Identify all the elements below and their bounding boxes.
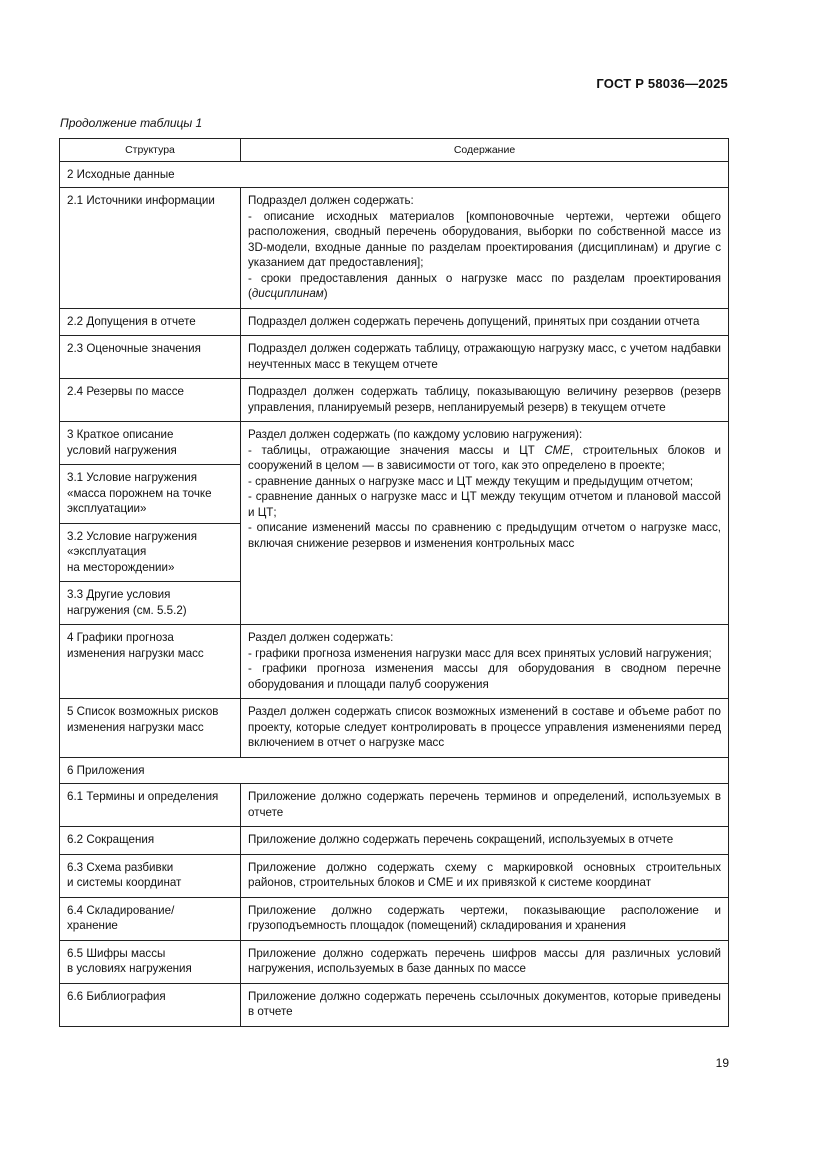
structure-line: 3 Краткое описание bbox=[67, 428, 174, 441]
section-heading-2: 2 Исходные данные bbox=[60, 161, 729, 188]
structure-line: 3.2 Условие нагружения bbox=[67, 529, 198, 543]
content-cell: Раздел должен содержать список возможных изменений в составе и объеме работ по проекту, которые следует контролировать в процессе управления изменениями перед включением в отчет о нагрузке масс bbox=[241, 699, 729, 758]
table-row bbox=[60, 188, 729, 309]
table-row bbox=[60, 757, 729, 784]
structure-line: 6.5 Шифры массы bbox=[67, 946, 166, 960]
requirements-table bbox=[59, 138, 729, 1027]
content-line: - сравнение данных о нагрузке масс и ЦТ между текущим отчетом и плановой массой и ЦТ; bbox=[248, 490, 721, 519]
table-row bbox=[60, 827, 729, 855]
table-row bbox=[60, 161, 729, 188]
content-line: - описание изменений массы по сравнению с предыдущим отчетом о нагрузке масс, включая снижение резервов и изменения контрольных масс bbox=[248, 521, 721, 550]
content-cell: Приложение должно содержать перечень терминов и определений, используемых в отчете bbox=[241, 784, 729, 827]
table-row bbox=[60, 422, 729, 465]
content-line: Подраздел должен содержать: bbox=[248, 194, 414, 207]
structure-cell bbox=[60, 422, 241, 465]
table-row bbox=[60, 983, 729, 1026]
table-row bbox=[60, 336, 729, 379]
content-line: - сравнение данных о нагрузке масс и ЦТ между текущим и предыдущим отчетом; bbox=[248, 474, 694, 488]
structure-cell bbox=[60, 582, 241, 625]
structure-cell bbox=[60, 465, 241, 524]
structure-line: изменения нагрузки масс bbox=[67, 646, 204, 660]
table-row bbox=[60, 625, 729, 699]
structure-cell bbox=[60, 940, 241, 983]
structure-line: 5 Список возможных рисков bbox=[67, 705, 219, 718]
table-header-row bbox=[60, 139, 729, 162]
structure-line: 3.3 Другие условия bbox=[67, 588, 171, 601]
content-line: Раздел должен содержать (по каждому условию нагружения): bbox=[248, 428, 583, 441]
table-row bbox=[60, 699, 729, 758]
content-cell: Приложение должно содержать перечень сокращений, используемых в отчете bbox=[241, 827, 729, 855]
structure-line: хранение bbox=[67, 919, 118, 932]
structure-cell bbox=[60, 897, 241, 940]
content-line: - описание исходных материалов [компоновочные чертежи, чертежи общего расположения, сводный перечень оборудования, выборки по собственной массе из 3D-модели, входные данные по разделам проектирования (дисциплинам) и другие с указанием дат предоставления]; bbox=[248, 209, 721, 269]
table-row bbox=[60, 308, 729, 336]
document-number: ГОСТ Р 58036—2025 bbox=[596, 76, 728, 91]
table-row bbox=[60, 854, 729, 897]
content-cell: Подраздел должен содержать таблицу, показывающую величину резервов (резерв управления, планируемый резерв, непланируемый резерв) в текущем отчете bbox=[241, 379, 729, 422]
content-italic-text: дисциплинам bbox=[251, 287, 324, 300]
structure-line: 3.1 Условие нагружения bbox=[67, 471, 198, 484]
structure-cell: 2.3 Оценочные значения bbox=[60, 336, 241, 379]
structure-cell: 2.4 Резервы по массе bbox=[60, 379, 241, 422]
content-line: Раздел должен содержать: bbox=[248, 631, 394, 644]
content-text: - таблицы, отражающие значения массы и ЦТ bbox=[248, 443, 545, 457]
content-line: - графики прогноза изменения массы для оборудования в сводном перечне оборудования и площади палуб сооружения bbox=[248, 662, 721, 691]
structure-line: 4 Графики прогноза bbox=[67, 631, 174, 644]
table-row bbox=[60, 784, 729, 827]
structure-cell: 6.1 Термины и определения bbox=[60, 784, 241, 827]
structure-line: «эксплуатация bbox=[67, 545, 147, 558]
structure-cell: 6.2 Сокращения bbox=[60, 827, 241, 855]
content-line bbox=[248, 271, 721, 302]
structure-line: нагружения (см. 5.5.2) bbox=[67, 603, 187, 617]
table-caption: Продолжение таблицы 1 bbox=[60, 116, 203, 130]
table-row bbox=[60, 940, 729, 983]
content-cell bbox=[241, 625, 729, 699]
structure-cell: 2.2 Допущения в отчете bbox=[60, 308, 241, 336]
content-text: ) bbox=[323, 287, 328, 300]
table-row bbox=[60, 897, 729, 940]
content-text: - сроки предоставления данных о нагрузке масс по разделам проектирования ( bbox=[248, 271, 721, 300]
content-text: , строительных блоков и сооружений в целом — в зависимости от того, как это определено в проекте; bbox=[248, 443, 721, 472]
content-line bbox=[248, 443, 721, 474]
content-cell: Приложение должно содержать перечень ссылочных документов, которые приведены в отчете bbox=[241, 983, 729, 1026]
structure-line: условий нагружения bbox=[67, 443, 177, 457]
content-cell bbox=[241, 188, 729, 309]
structure-line: 6.3 Схема разбивки bbox=[67, 860, 174, 874]
column-header-content: Содержание bbox=[241, 139, 729, 162]
structure-line: 6.4 Складирование/ bbox=[67, 903, 175, 917]
structure-cell bbox=[60, 625, 241, 699]
structure-line: изменения нагрузки масс bbox=[67, 720, 204, 734]
column-header-structure: Структура bbox=[60, 139, 241, 162]
content-cell: Подраздел должен содержать таблицу, отражающую нагрузку масс, с учетом надбавки неучтенных масс в текущем отчете bbox=[241, 336, 729, 379]
structure-line: эксплуатации» bbox=[67, 502, 147, 515]
structure-line: и системы координат bbox=[67, 876, 182, 889]
requirements-table-wrapper bbox=[59, 138, 728, 1027]
content-cell bbox=[241, 422, 729, 625]
content-cell: Подраздел должен содержать перечень допущений, принятых при создании отчета bbox=[241, 308, 729, 336]
structure-cell bbox=[60, 523, 241, 582]
table-row bbox=[60, 379, 729, 422]
content-cell: Приложение должно содержать схему с маркировкой основных строительных районов, строительных блоков и СМЕ и их привязкой к системе координат bbox=[241, 854, 729, 897]
structure-line: на месторождении» bbox=[67, 560, 175, 574]
structure-line: в условиях нагружения bbox=[67, 962, 192, 975]
content-cell: Приложение должно содержать чертежи, показывающие расположение и грузоподъемность площадок (помещений) складирования и хранения bbox=[241, 897, 729, 940]
structure-cell bbox=[60, 699, 241, 758]
content-cell: Приложение должно содержать перечень шифров массы для различных условий нагружения, используемых в базе данных по массе bbox=[241, 940, 729, 983]
section-heading-6: 6 Приложения bbox=[60, 757, 729, 784]
structure-cell: 6.6 Библиография bbox=[60, 983, 241, 1026]
structure-cell: 2.1 Источники информации bbox=[60, 188, 241, 309]
structure-cell bbox=[60, 854, 241, 897]
content-italic-text: СМЕ bbox=[544, 443, 571, 457]
page-number: 19 bbox=[715, 1056, 729, 1070]
content-line: - графики прогноза изменения нагрузки масс для всех принятых условий нагружения; bbox=[248, 646, 712, 660]
structure-line: «масса порожнем на точке bbox=[67, 486, 212, 500]
